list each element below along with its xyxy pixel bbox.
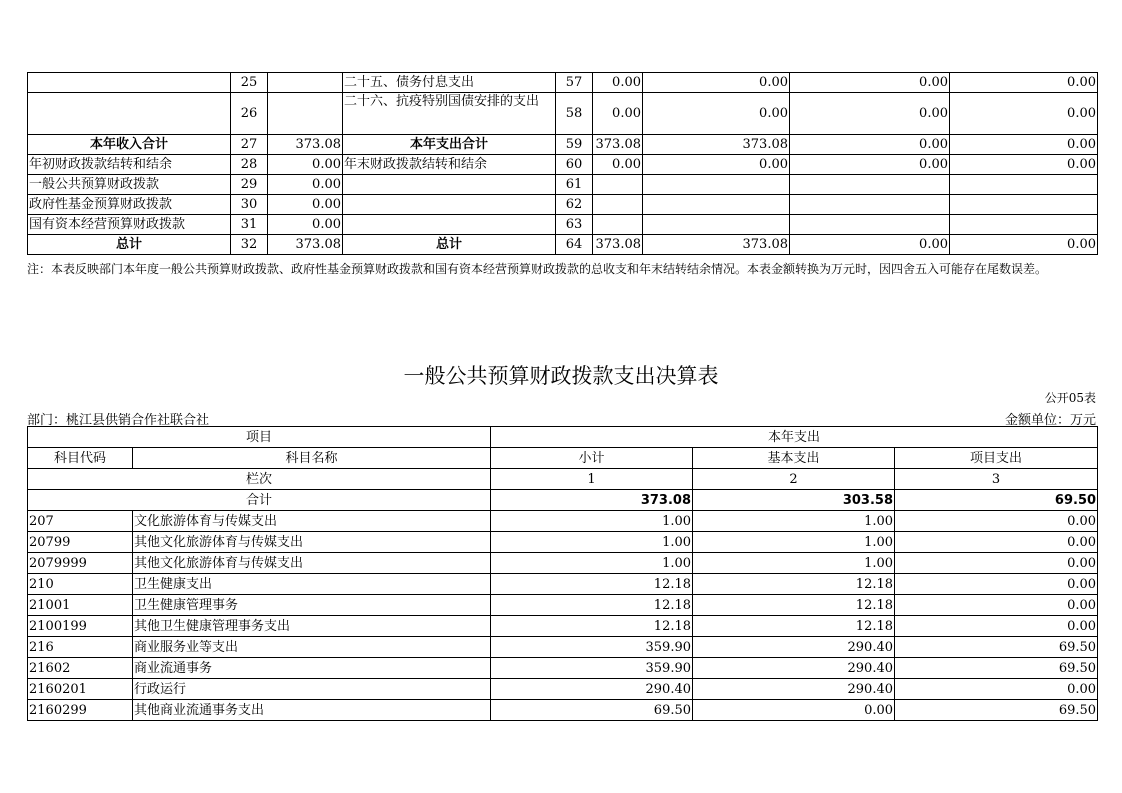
header-row-2 xyxy=(28,448,1098,469)
table-row xyxy=(28,658,1098,679)
income-item-label: 年初财政拨款结转和结余 xyxy=(28,155,231,175)
expenditure-amount xyxy=(593,215,643,235)
income-line-number: 26 xyxy=(231,93,268,135)
expenditure-item-label xyxy=(343,215,556,235)
basic-amount: 12.18 xyxy=(693,616,895,637)
subject-name: 其他卫生健康管理事务支出 xyxy=(133,616,491,637)
table-row xyxy=(28,574,1098,595)
income-item-label: 总计 xyxy=(28,235,231,255)
expenditure-amount: 373.08 xyxy=(593,135,643,155)
expenditure-amount: 0.00 xyxy=(950,73,1098,93)
income-item-label: 一般公共预算财政拨款 xyxy=(28,175,231,195)
column-index: 2 xyxy=(693,469,895,490)
expenditure-amount xyxy=(790,195,950,215)
subtotal-amount: 1.00 xyxy=(491,553,693,574)
income-amount xyxy=(268,93,343,135)
column-index: 3 xyxy=(895,469,1098,490)
project-amount: 69.50 xyxy=(895,658,1098,679)
basic-amount: 290.40 xyxy=(693,658,895,679)
income-line-number: 30 xyxy=(231,195,268,215)
summary-row xyxy=(28,155,1098,175)
table-note: 注：本表反映部门本年度一般公共预算财政拨款、政府性基金预算财政拨款和国有资本经营预算财政拨款的总收支和年末结转结余情况。本表金额转换为万元时，因四舍五入可能存在尾数误差。 xyxy=(27,262,1048,276)
header-row-index xyxy=(28,469,1098,490)
subject-name: 商业服务业等支出 xyxy=(133,637,491,658)
expenditure-amount: 0.00 xyxy=(593,93,643,135)
subtotal-amount: 12.18 xyxy=(491,616,693,637)
expenditure-amount: 0.00 xyxy=(790,155,950,175)
basic-amount: 12.18 xyxy=(693,574,895,595)
form-number: 公开05表 xyxy=(1044,391,1096,405)
expenditure-amount: 0.00 xyxy=(790,93,950,135)
expenditure-amount xyxy=(643,215,790,235)
basic-amount: 290.40 xyxy=(693,679,895,700)
total-row xyxy=(28,490,1098,511)
expenditure-amount: 373.08 xyxy=(593,235,643,255)
summary-row xyxy=(28,93,1098,135)
expenditure-item-label: 总计 xyxy=(343,235,556,255)
subtotal-amount: 290.40 xyxy=(491,679,693,700)
expenditure-amount: 0.00 xyxy=(593,73,643,93)
subject-name: 其他文化旅游体育与传媒支出 xyxy=(133,553,491,574)
income-amount: 373.08 xyxy=(268,235,343,255)
table-row xyxy=(28,553,1098,574)
department-label: 部门：桃江县供销合作社联合社 xyxy=(27,413,210,428)
header-basic: 基本支出 xyxy=(693,448,895,469)
basic-amount: 290.40 xyxy=(693,637,895,658)
expenditure-amount: 0.00 xyxy=(790,135,950,155)
header-item: 项目 xyxy=(28,427,491,448)
total-subtotal: 373.08 xyxy=(491,490,693,511)
income-item-label xyxy=(28,93,231,135)
income-line-number: 29 xyxy=(231,175,268,195)
basic-amount: 12.18 xyxy=(693,595,895,616)
expenditure-amount xyxy=(643,175,790,195)
table-row xyxy=(28,679,1098,700)
expenditure-table xyxy=(27,426,1098,721)
project-amount: 0.00 xyxy=(895,511,1098,532)
income-amount: 373.08 xyxy=(268,135,343,155)
expenditure-amount xyxy=(790,215,950,235)
project-amount: 0.00 xyxy=(895,532,1098,553)
expenditure-line-number: 61 xyxy=(556,175,593,195)
subject-name: 其他商业流通事务支出 xyxy=(133,700,491,721)
subject-name: 卫生健康支出 xyxy=(133,574,491,595)
expenditure-item-label xyxy=(343,195,556,215)
expenditure-amount: 0.00 xyxy=(790,235,950,255)
subtotal-amount: 1.00 xyxy=(491,511,693,532)
income-item-label xyxy=(28,73,231,93)
expenditure-line-number: 57 xyxy=(556,73,593,93)
expenditure-amount: 373.08 xyxy=(643,235,790,255)
total-label: 合计 xyxy=(28,490,491,511)
income-line-number: 31 xyxy=(231,215,268,235)
income-item-label: 政府性基金预算财政拨款 xyxy=(28,195,231,215)
expenditure-line-number: 58 xyxy=(556,93,593,135)
income-line-number: 25 xyxy=(231,73,268,93)
expenditure-amount: 0.00 xyxy=(950,93,1098,135)
subtotal-amount: 69.50 xyxy=(491,700,693,721)
expenditure-amount xyxy=(950,195,1098,215)
page-title: 一般公共预算财政拨款支出决算表 xyxy=(403,364,719,388)
income-amount: 0.00 xyxy=(268,195,343,215)
expenditure-item-label: 二十六、抗疫特别国债安排的支出 xyxy=(343,93,556,135)
expenditure-item-label: 二十五、债务付息支出 xyxy=(343,73,556,93)
table-row xyxy=(28,637,1098,658)
header-column-index-label: 栏次 xyxy=(28,469,491,490)
header-year-expenditure: 本年支出 xyxy=(491,427,1098,448)
subtotal-amount: 359.90 xyxy=(491,658,693,679)
summary-row xyxy=(28,175,1098,195)
expenditure-line-number: 62 xyxy=(556,195,593,215)
project-amount: 69.50 xyxy=(895,637,1098,658)
subject-name: 文化旅游体育与传媒支出 xyxy=(133,511,491,532)
subject-code: 20799 xyxy=(28,532,133,553)
header-subtotal: 小计 xyxy=(491,448,693,469)
table-row xyxy=(28,511,1098,532)
summary-row xyxy=(28,195,1098,215)
subtotal-amount: 12.18 xyxy=(491,574,693,595)
subject-code: 2160201 xyxy=(28,679,133,700)
expenditure-amount xyxy=(593,195,643,215)
subject-code: 210 xyxy=(28,574,133,595)
table-row xyxy=(28,595,1098,616)
subtotal-amount: 359.90 xyxy=(491,637,693,658)
project-amount: 0.00 xyxy=(895,553,1098,574)
income-line-number: 32 xyxy=(231,235,268,255)
subject-name: 行政运行 xyxy=(133,679,491,700)
expenditure-amount xyxy=(950,215,1098,235)
expenditure-line-number: 60 xyxy=(556,155,593,175)
expenditure-table-body xyxy=(28,427,1098,721)
expenditure-line-number: 64 xyxy=(556,235,593,255)
expenditure-line-number: 63 xyxy=(556,215,593,235)
expenditure-amount: 0.00 xyxy=(790,73,950,93)
expenditure-amount xyxy=(643,195,790,215)
summary-row xyxy=(28,73,1098,93)
expenditure-amount: 0.00 xyxy=(950,135,1098,155)
summary-row xyxy=(28,235,1098,255)
unit-label: 金额单位：万元 xyxy=(1004,413,1096,428)
basic-amount: 1.00 xyxy=(693,553,895,574)
total-project: 69.50 xyxy=(895,490,1098,511)
income-line-number: 28 xyxy=(231,155,268,175)
subtotal-amount: 12.18 xyxy=(491,595,693,616)
summary-row xyxy=(28,215,1098,235)
income-amount: 0.00 xyxy=(268,155,343,175)
subject-name: 商业流通事务 xyxy=(133,658,491,679)
subtotal-amount: 1.00 xyxy=(491,532,693,553)
project-amount: 0.00 xyxy=(895,595,1098,616)
expenditure-amount xyxy=(950,175,1098,195)
header-subject-name: 科目名称 xyxy=(133,448,491,469)
subject-code: 21001 xyxy=(28,595,133,616)
expenditure-amount: 373.08 xyxy=(643,135,790,155)
expenditure-amount: 0.00 xyxy=(950,235,1098,255)
expenditure-line-number: 59 xyxy=(556,135,593,155)
expenditure-amount xyxy=(790,175,950,195)
expenditure-amount xyxy=(593,175,643,195)
column-index: 1 xyxy=(491,469,693,490)
table-row xyxy=(28,616,1098,637)
income-amount xyxy=(268,73,343,93)
subject-name: 其他文化旅游体育与传媒支出 xyxy=(133,532,491,553)
expenditure-amount: 0.00 xyxy=(950,155,1098,175)
expenditure-amount: 0.00 xyxy=(643,93,790,135)
expenditure-item-label xyxy=(343,175,556,195)
expenditure-amount: 0.00 xyxy=(643,155,790,175)
summary-table-body xyxy=(28,73,1098,255)
subject-code: 2100199 xyxy=(28,616,133,637)
income-line-number: 27 xyxy=(231,135,268,155)
subject-code: 216 xyxy=(28,637,133,658)
header-row-1 xyxy=(28,427,1098,448)
income-amount: 0.00 xyxy=(268,175,343,195)
subject-code: 2079999 xyxy=(28,553,133,574)
income-amount: 0.00 xyxy=(268,215,343,235)
summary-table xyxy=(27,72,1098,255)
subject-code: 21602 xyxy=(28,658,133,679)
basic-amount: 1.00 xyxy=(693,511,895,532)
summary-row xyxy=(28,135,1098,155)
basic-amount: 1.00 xyxy=(693,532,895,553)
header-subject-code: 科目代码 xyxy=(28,448,133,469)
expenditure-item-label: 年末财政拨款结转和结余 xyxy=(343,155,556,175)
income-item-label: 本年收入合计 xyxy=(28,135,231,155)
subject-code: 2160299 xyxy=(28,700,133,721)
header-project: 项目支出 xyxy=(895,448,1098,469)
expenditure-item-label: 本年支出合计 xyxy=(343,135,556,155)
project-amount: 0.00 xyxy=(895,574,1098,595)
subject-name: 卫生健康管理事务 xyxy=(133,595,491,616)
project-amount: 0.00 xyxy=(895,679,1098,700)
project-amount: 69.50 xyxy=(895,700,1098,721)
basic-amount: 0.00 xyxy=(693,700,895,721)
project-amount: 0.00 xyxy=(895,616,1098,637)
subject-code: 207 xyxy=(28,511,133,532)
total-basic: 303.58 xyxy=(693,490,895,511)
income-item-label: 国有资本经营预算财政拨款 xyxy=(28,215,231,235)
table-row xyxy=(28,532,1098,553)
expenditure-amount: 0.00 xyxy=(643,73,790,93)
table-row xyxy=(28,700,1098,721)
expenditure-amount: 0.00 xyxy=(593,155,643,175)
